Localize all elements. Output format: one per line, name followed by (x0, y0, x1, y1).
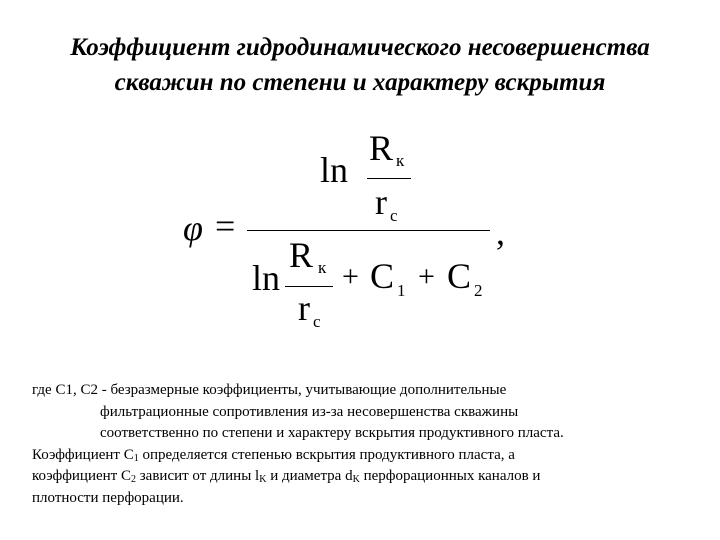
text-line-5 (32, 466, 702, 488)
coefficient-C2-sub: 2 (474, 281, 483, 300)
text-line-5-part-a: коэффициент С (32, 468, 131, 484)
equals-sign: = (215, 206, 236, 246)
title-line-2: скважин по степени и характеру вскрытия (114, 69, 606, 96)
numerator-r-sub: с (390, 206, 398, 225)
main-fraction-bar (247, 230, 490, 231)
denominator-r-sub: с (313, 312, 321, 331)
text-line-4 (32, 445, 702, 467)
denominator-ln: ln (252, 258, 281, 298)
coefficient-C1-sub: 1 (397, 281, 406, 300)
plus-sign-2: + (418, 260, 435, 293)
denominator-R-sub: к (318, 258, 327, 277)
text-line-5-part-d: перфорационных каналов и (359, 468, 541, 484)
numerator-R: R (369, 128, 394, 168)
text-line-4-part-b: определяется степенью вскрытия продуктивного пласта, а (138, 446, 515, 463)
text-line-4-part-a: Коэффициент С (32, 446, 134, 463)
explanation-text (32, 380, 702, 509)
phi-symbol: φ (183, 208, 203, 248)
formula-comma: , (496, 212, 505, 252)
text-line-3: соответственно по степени и характеру вскрытия продуктивного пласта. (100, 425, 564, 441)
text-line-5-subscript-dk: K (352, 474, 360, 485)
text-line-5-subscript-c2: 2 (131, 474, 136, 485)
text-line-4-subscript: 1 (133, 452, 139, 464)
numerator-r: r (375, 182, 387, 222)
numerator-R-sub: к (396, 151, 405, 170)
plus-sign-1: + (342, 260, 359, 293)
coefficient-C2: C (447, 256, 472, 296)
numerator-fraction-bar (367, 178, 411, 179)
title-line-1: Коэффициент гидродинамического несовершенства (70, 34, 650, 61)
numerator-ln: ln (320, 150, 349, 190)
text-line-6: плотности перфорации. (32, 489, 184, 506)
coefficient-C1: C (370, 256, 395, 296)
text-line-5-part-c: и диаметра d (266, 468, 353, 484)
text-line-5-subscript-lk: K (259, 474, 267, 485)
text-line-1: где С1, С2 - безразмерные коэффициенты, учитывающие дополнительные (32, 382, 507, 398)
denominator-R: R (289, 235, 314, 275)
text-line-2: фильтрационные сопротивления из-за несовершенства скважины (100, 403, 519, 420)
denominator-fraction-bar (285, 286, 333, 287)
text-line-5-part-b: зависит от длины l (136, 468, 260, 484)
denominator-r: r (298, 288, 310, 328)
